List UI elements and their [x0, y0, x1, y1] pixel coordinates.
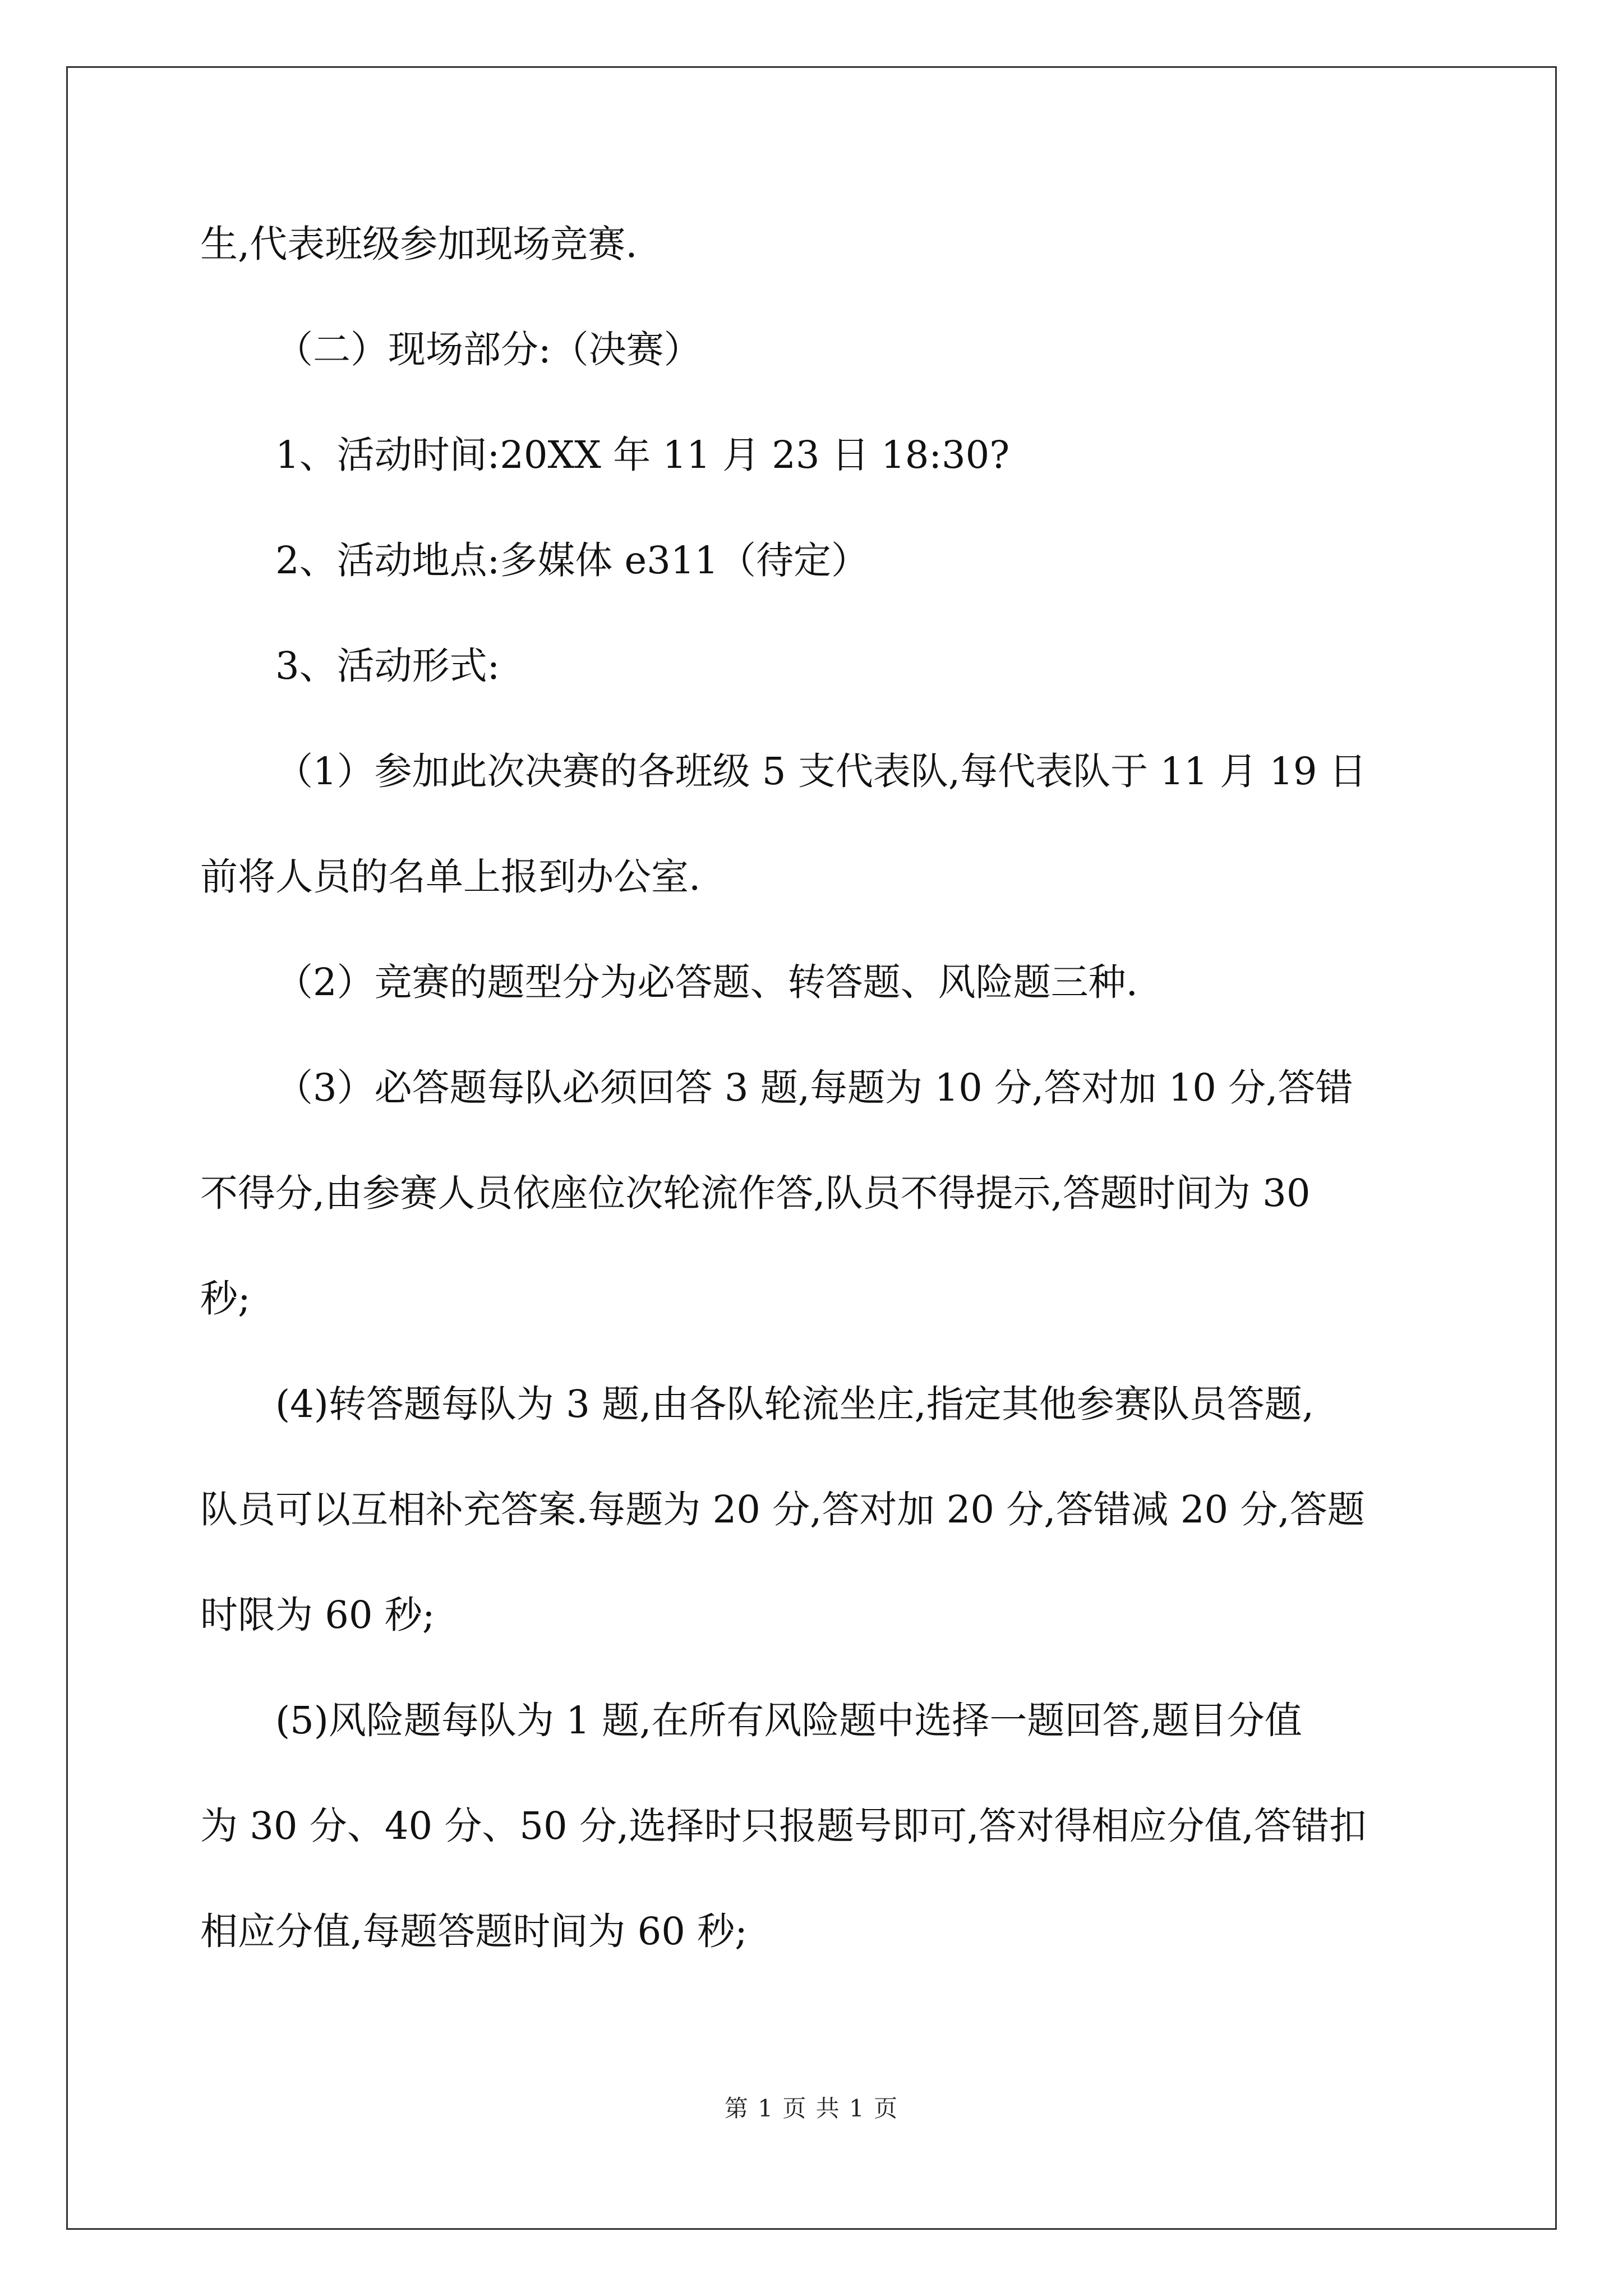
- page-footer: 第 1 页 共 1 页: [724, 2095, 899, 2122]
- paragraph: [200, 940, 1428, 1046]
- text-line: （1）参加此次决赛的各班级 5 支代表队,每代表队于 11 月 19 日: [275, 749, 1367, 793]
- text-line: （2）竞赛的题型分为必答题、转答题、风险题三种.: [275, 960, 1138, 1004]
- text-line: 生,代表班级参加现场竞赛.: [200, 222, 638, 266]
- text-line: 秒;: [200, 1277, 251, 1320]
- paragraph: [200, 518, 1428, 624]
- paragraph: [200, 1046, 1428, 1362]
- paragraph: [200, 202, 1428, 307]
- text-line: 1、活动时间:20XX 年 11 月 23 日 18:30?: [275, 433, 1010, 477]
- document-body: [200, 202, 1428, 1995]
- paragraph: [200, 1678, 1428, 1995]
- text-line: (4)转答题每队为 3 题,由各队轮流坐庄,指定其他参赛队员答题,: [275, 1382, 1315, 1426]
- text-line: 队员可以互相补充答案.每题为 20 分,答对加 20 分,答错减 20 分,答题: [200, 1488, 1365, 1531]
- paragraph: [200, 729, 1428, 940]
- text-line: 2、活动地点:多媒体 e311（待定）: [275, 539, 869, 582]
- text-line: 相应分值,每题答题时间为 60 秒;: [200, 1910, 748, 1953]
- text-line: 为 30 分、40 分、50 分,选择时只报题号即可,答对得相应分值,答错扣: [200, 1804, 1367, 1848]
- text-line: （3）必答题每队必须回答 3 题,每题为 10 分,答对加 10 分,答错: [275, 1066, 1353, 1110]
- paragraph: [200, 624, 1428, 729]
- text-line: 不得分,由参赛人员依座位次轮流作答,队员不得提示,答题时间为 30: [200, 1171, 1311, 1215]
- paragraph: [200, 1362, 1428, 1678]
- text-line: （二）现场部分:（决赛）: [275, 328, 702, 371]
- text-line: 3、活动形式:: [275, 644, 500, 688]
- paragraph: [200, 307, 1428, 413]
- text-line: (5)风险题每队为 1 题,在所有风险题中选择一题回答,题目分值: [275, 1699, 1302, 1742]
- text-line: 前将人员的名单上报到办公室.: [200, 855, 701, 899]
- paragraph: [200, 413, 1428, 518]
- text-line: 时限为 60 秒;: [200, 1593, 435, 1637]
